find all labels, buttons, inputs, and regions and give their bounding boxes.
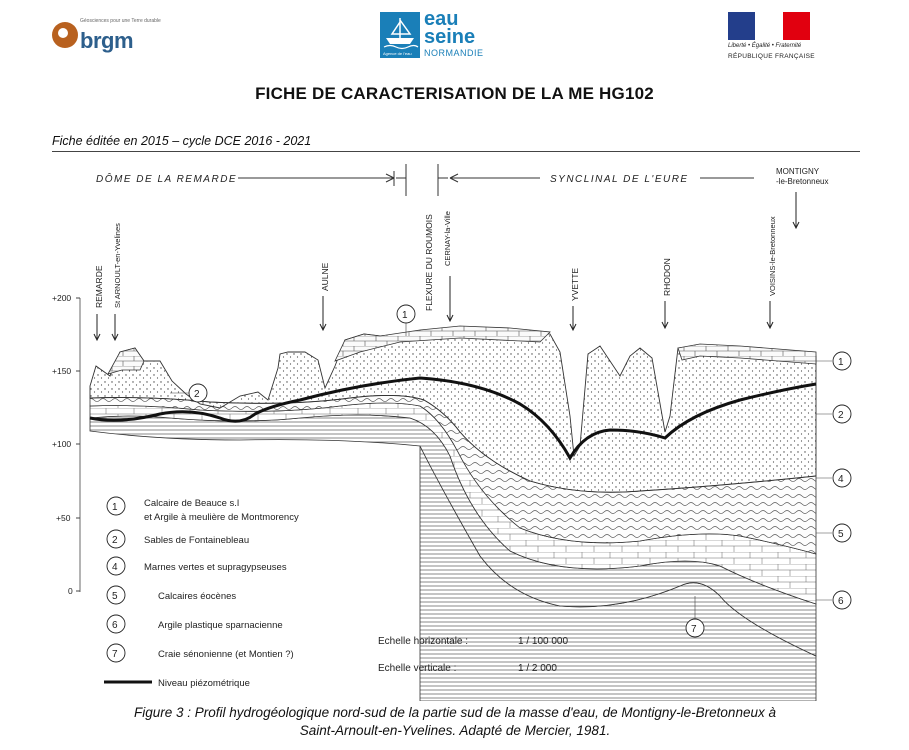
place-yvette: YVETTE (570, 267, 580, 301)
legend-num-6: 6 (112, 620, 118, 631)
scale-h-label: Echelle horizontale : (378, 636, 469, 647)
y-tick-100: +100 (52, 439, 72, 449)
place-montigny-1: MONTIGNY (776, 167, 820, 176)
place-cernay: CERNAY-la-Ville (443, 211, 452, 266)
callout-2-left: 2 (194, 389, 200, 400)
flag-icon (728, 12, 810, 40)
callout-6: 6 (838, 596, 844, 607)
place-rhodon: RHODON (662, 258, 672, 296)
scale-v-label: Echelle verticale : (378, 663, 457, 674)
y-tick-0: 0 (68, 586, 73, 596)
page-title: FICHE DE CARACTERISATION DE LA ME HG102 (255, 84, 654, 103)
place-voisins: VOISINS-le-Bretonneux (768, 216, 777, 296)
legend-num-2: 2 (112, 535, 118, 546)
structure-arrow-left (238, 171, 394, 186)
legend-num-1: 1 (112, 502, 118, 513)
flexure-bounds (396, 164, 448, 196)
place-remarde: REMARDE (94, 265, 104, 308)
legend-label-5: Calcaires éocènes (158, 591, 237, 602)
legend-label-2: Sables de Fontainebleau (144, 535, 250, 546)
callout-4: 4 (838, 474, 844, 485)
place-st-arnoult: St ARNOULT-en-Yvelines (113, 223, 122, 308)
legend-num-4: 4 (112, 562, 118, 573)
legend-num-5: 5 (112, 591, 118, 602)
y-tick-150: +150 (52, 366, 72, 376)
divider (52, 151, 860, 152)
header (0, 0, 909, 70)
callout-7: 7 (691, 624, 697, 635)
republique-francaise-logo (728, 12, 818, 64)
structure-label-synclinal: SYNCLINAL DE L'EURE (550, 174, 689, 185)
legend-num-7: 7 (112, 649, 118, 660)
y-tick-200: +200 (52, 293, 72, 303)
scale-h-value: 1 / 100 000 (518, 636, 569, 647)
brgm-tagline: Géosciences pour une Terre durable (80, 18, 161, 24)
brgm-name: brgm (80, 28, 133, 53)
legend-label-1: Calcaire de Beauce s.l (144, 498, 240, 509)
legend-label-4: Marnes vertes et supragypseuses (144, 562, 287, 573)
edition-note: Fiche éditée en 2015 – cycle DCE 2016 - 2021 (52, 134, 312, 148)
y-tick-50: +50 (56, 513, 71, 523)
callout-1-top: 1 (402, 310, 408, 321)
legend-label-1b: et Argile à meulière de Montmorency (144, 512, 299, 523)
structure-label-dome: DÔME DE LA REMARDE (96, 174, 238, 185)
eau-seine-line2: seine (424, 26, 476, 48)
rf-motto: Liberté • Égalité • Fraternité (728, 43, 802, 49)
hydrogeological-profile (40, 156, 870, 701)
arrow-montigny (793, 192, 799, 228)
callout-1: 1 (838, 357, 844, 368)
boat-icon (380, 12, 420, 58)
eau-seine-normandie-logo (380, 8, 490, 64)
scale-v-value: 1 / 2 000 (518, 663, 557, 674)
eau-seine-box-text: Agence de l'eau (383, 51, 412, 56)
caption-line-2: Saint-Arnoult-en-Yvelines. Adapté de Mercier, 1981. (299, 723, 611, 738)
callout-2: 2 (838, 410, 844, 421)
legend-piezo-label: Niveau piézométrique (158, 678, 250, 689)
place-flexure: FLEXURE DU ROUMOIS (424, 214, 434, 311)
figure-caption (40, 704, 870, 740)
rf-name: RÉPUBLIQUE FRANÇAISE (728, 53, 815, 60)
place-aulne: AULNE (320, 262, 330, 291)
callout-5: 5 (838, 529, 844, 540)
structure-arrow-right (450, 174, 540, 182)
place-montigny-2: -le-Bretonneux (776, 177, 829, 186)
eau-seine-line3: NORMANDIE (424, 48, 484, 58)
y-axis (52, 293, 80, 596)
brgm-logo (52, 14, 162, 58)
brgm-logo-icon (52, 22, 78, 48)
legend-label-6: Argile plastique sparnacienne (158, 620, 283, 631)
eau-seine-line1: eau (424, 8, 459, 30)
legend-label-7: Craie sénonienne (et Montien ?) (158, 649, 294, 660)
caption-line-1: Figure 3 : Profil hydrogéologique nord-sud de la partie sud de la masse d'eau, de Montigny-le-Bretonneux à (134, 705, 776, 720)
